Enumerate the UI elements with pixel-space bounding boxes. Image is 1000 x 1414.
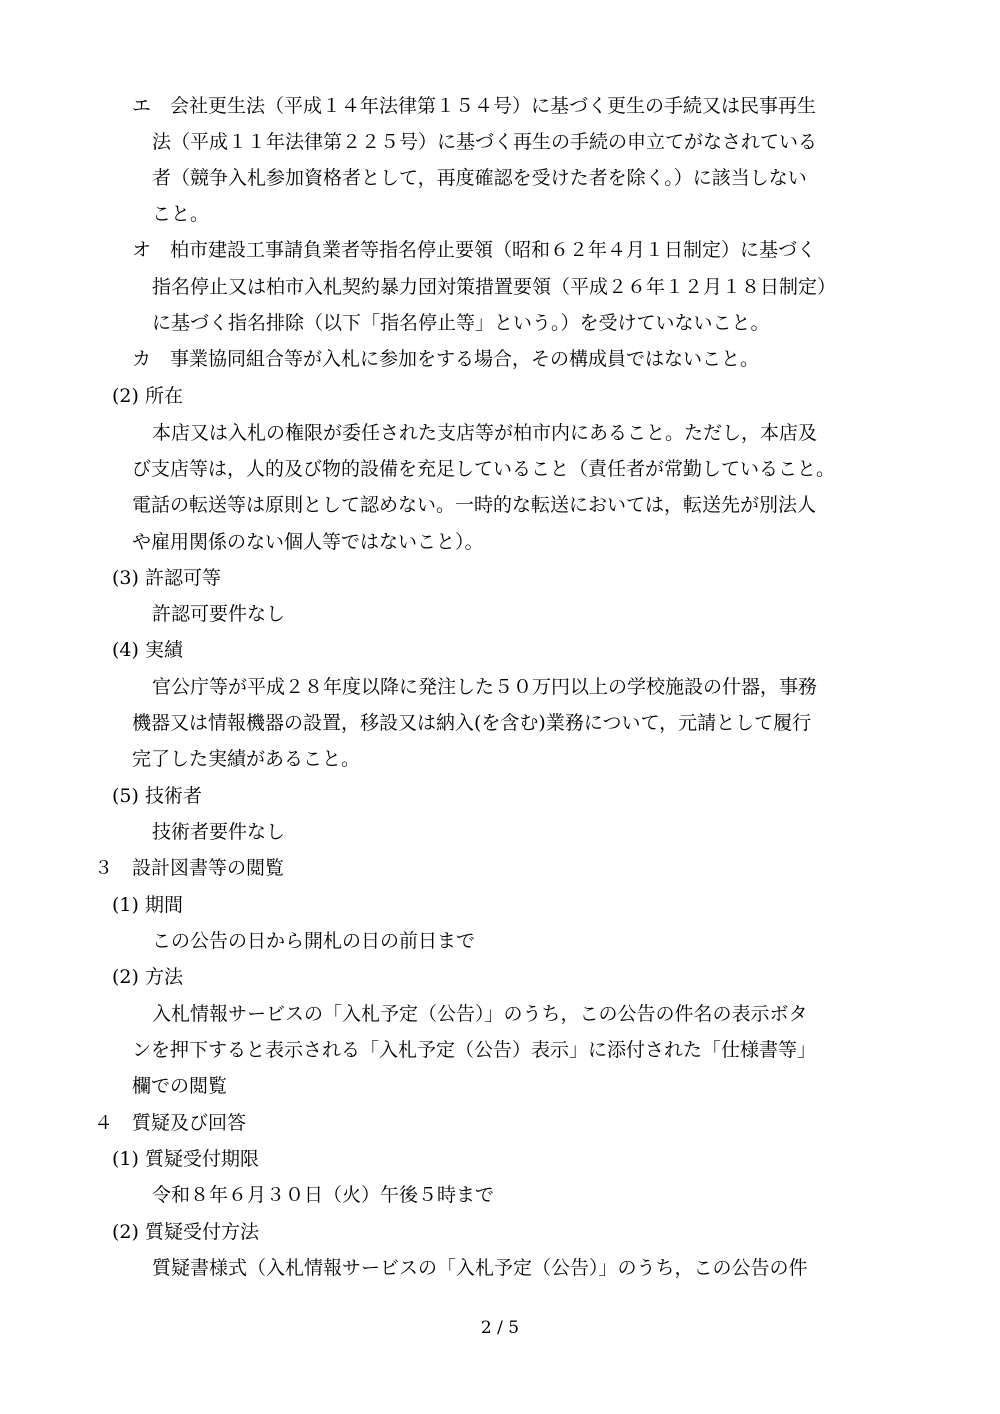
text-line: カ 事業協同組合等が入札に参加をする場合，その構成員ではないこと。 [132,348,760,370]
text-line: 指名停止又は柏市入札契約暴力団対策措置要領（平成２６年１２月１８日制定） [152,276,837,298]
text-line: 法（平成１１年法律第２２５号）に基づく再生の手続の申立てがなされている [152,131,818,153]
section-heading: (2) 方法 [112,966,183,988]
text-line: や雇用関係のない個人等ではないこと）。 [132,531,484,553]
page-number: 2 / 5 [480,1318,520,1338]
section-heading: (2) 所在 [112,385,183,407]
text-line: 技術者要件なし [152,821,286,843]
text-line: エ 会社更生法（平成１４年法律第１５４号）に基づく更生の手続又は民事再生 [132,95,817,117]
text-line: 令和８年６月３０日（火）午後５時まで [152,1184,495,1206]
text-line: 官公庁等が平成２８年度以降に発注した５０万円以上の学校施設の什器，事務 [152,676,818,698]
text-line: オ 柏市建設工事請負業者等指名停止要領（昭和６２年４月１日制定）に基づく [132,239,817,261]
text-line: 者（競争入札参加資格者として，再度確認を受けた者を除く。）に該当しない [152,167,807,189]
text-line: 電話の転送等は原則として認めない。一時的な転送においては，転送先が別法人 [132,494,817,516]
text-line: び支店等は，人的及び物的設備を充足していること（責任者が常勤していること。 [132,458,836,480]
text-line: 欄での閲覧 [132,1075,228,1097]
text-line: 入札情報サービスの「入札予定（公告）」のうち，この公告の件名の表示ボタ [152,1003,808,1025]
text-line: ンを押下すると表示される「入札予定（公告）表示」に添付された「仕様書等」 [132,1039,817,1061]
text-line: 許認可要件なし [152,603,286,625]
text-line: に基づく指名排除（以下「指名停止等」という。）を受けていないこと。 [152,312,770,334]
section-heading: (1) 期間 [112,894,183,916]
text-line: 機器又は情報機器の設置，移設又は納入(を含む)業務について，元請として履行 [132,712,812,734]
section-heading: (3) 許認可等 [112,567,221,589]
section-heading: (5) 技術者 [112,785,202,807]
chapter-heading: ４ 質疑及び回答 [94,1112,247,1134]
text-line: 本店又は入札の権限が委任された支店等が柏市内にあること。ただし，本店及 [152,422,818,444]
section-heading: (4) 実績 [112,639,183,661]
text-line: 質疑書様式（入札情報サービスの「入札予定（公告）」のうち，この公告の件 [152,1257,808,1279]
text-line: この公告の日から開札の日の前日まで [152,930,476,952]
section-heading: (2) 質疑受付方法 [112,1221,259,1243]
chapter-heading: ３ 設計図書等の閲覧 [94,857,285,879]
text-line: 完了した実績があること。 [132,748,361,770]
text-line: こと。 [152,203,210,225]
section-heading: (1) 質疑受付期限 [112,1148,259,1170]
